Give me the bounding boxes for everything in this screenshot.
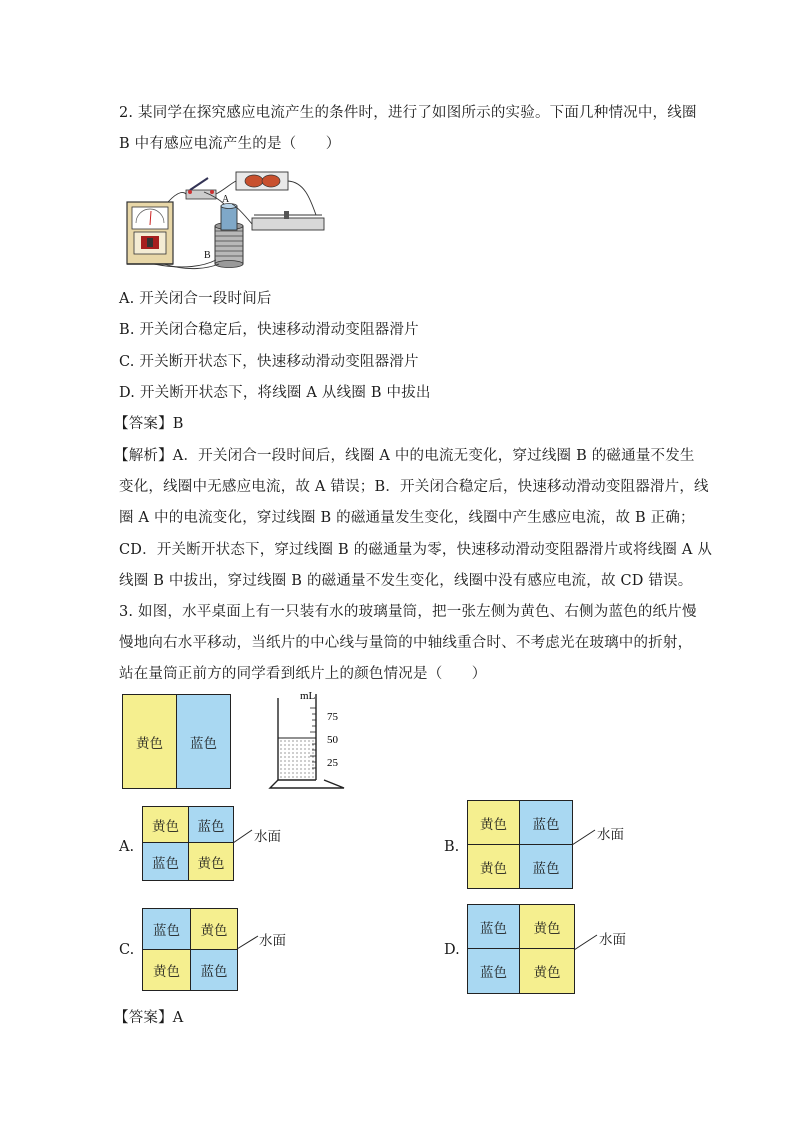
choice-b-cell-tr: 蓝色 [519,800,573,845]
q2-option-d: D. 开关断开状态下，将线圈 A 从线圈 B 中拔出 [119,385,431,401]
q3-stem-line2: 慢地向右水平移动，当纸片的中心线与量筒的中轴线重合时、不考虑光在玻璃中的折射， [119,635,693,651]
choice-b-cell-tl: 黄色 [467,800,520,845]
q2-analysis-line4: CD．开关断开状态下，穿过线圈 B 的磁通量为零，快速移动滑动变阻器滑片或将线圈 A 从 [119,542,713,558]
choice-a-water-pointer [232,826,256,846]
cylinder-tick-50: 50 [327,734,338,746]
q2-stem-line1: 2. 某同学在探究感应电流产生的条件时，进行了如图所示的实验。下面几种情况中，线圈 [119,105,697,121]
coil-b-label: B [204,250,211,261]
choice-c-cell-tr: 黄色 [190,908,238,950]
measuring-cylinder-figure [264,688,354,792]
choice-b-water-pointer [571,826,599,848]
choice-d-cell-tr: 黄色 [519,904,575,949]
choice-a-cell-bl: 蓝色 [142,842,189,881]
q2-option-a: A. 开关闭合一段时间后 [119,291,272,307]
choice-a-cell-tl: 黄色 [142,806,189,843]
choice-a-cell-tr: 蓝色 [188,806,234,843]
choice-c-cell-tl: 蓝色 [142,908,191,950]
choice-b-cell-bl: 黄色 [467,844,520,889]
q3-answer: 【答案】A [114,1010,184,1026]
q2-option-c: C. 开关断开状态下，快速移动滑动变阻器滑片 [119,354,419,370]
q2-stem-line2: B 中有感应电流产生的是（ ） [119,136,341,152]
coil-a-label: A [222,194,230,205]
choice-a-cell-br: 黄色 [188,842,234,881]
induction-apparatus-figure [124,168,329,272]
paper-right-blue: 蓝色 [176,694,231,789]
choice-b-cell-br: 蓝色 [519,844,573,889]
cylinder-tick-25: 25 [327,757,338,769]
choice-d-letter: D. [444,942,460,958]
choice-c-cell-br: 蓝色 [190,949,238,991]
choice-b-water-label: 水面 [597,827,624,843]
choice-d-water-label: 水面 [599,932,626,948]
choice-d-cell-br: 黄色 [519,948,575,994]
choice-a-water-label: 水面 [254,829,281,845]
q2-analysis-line3: 圈 A 中的电流变化，穿过线圈 B 的磁通量发生变化，线圈中产生感应电流，故 B 正确； [119,510,695,526]
choice-a-letter: A. [119,839,135,855]
choice-d-cell-bl: 蓝色 [467,948,520,994]
choice-c-letter: C. [119,942,135,958]
choice-b-letter: B. [444,839,460,855]
choice-d-water-pointer [573,931,601,953]
q2-analysis-line1: 【解析】A．开关闭合一段时间后，线圈 A 中的电流无变化，穿过线圈 B 的磁通量不发生 [114,448,695,464]
cylinder-tick-75: 75 [327,711,338,723]
q2-answer: 【答案】B [114,416,184,432]
q3-stem-line3: 站在量筒正前方的同学看到纸片上的颜色情况是（ ） [119,666,487,682]
q2-option-b: B. 开关闭合稳定后，快速移动滑动变阻器滑片 [119,322,419,338]
q2-analysis-line5: 线圈 B 中拔出，穿过线圈 B 的磁通量不发生变化，线圈中没有感应电流，故 CD 错误。 [119,573,693,589]
paper-left-yellow: 黄色 [122,694,177,789]
q2-analysis-line2: 变化，线圈中无感应电流，故 A 错误；B．开关闭合稳定后，快速移动滑动变阻器滑片，线 [119,479,709,495]
cylinder-unit: mL [300,690,316,702]
q3-stem-line1: 3. 如图，水平桌面上有一只装有水的玻璃量筒，把一张左侧为黄色、右侧为蓝色的纸片慢 [119,604,697,620]
choice-c-water-label: 水面 [259,933,286,949]
choice-c-cell-bl: 黄色 [142,949,191,991]
choice-d-cell-tl: 蓝色 [467,904,520,949]
